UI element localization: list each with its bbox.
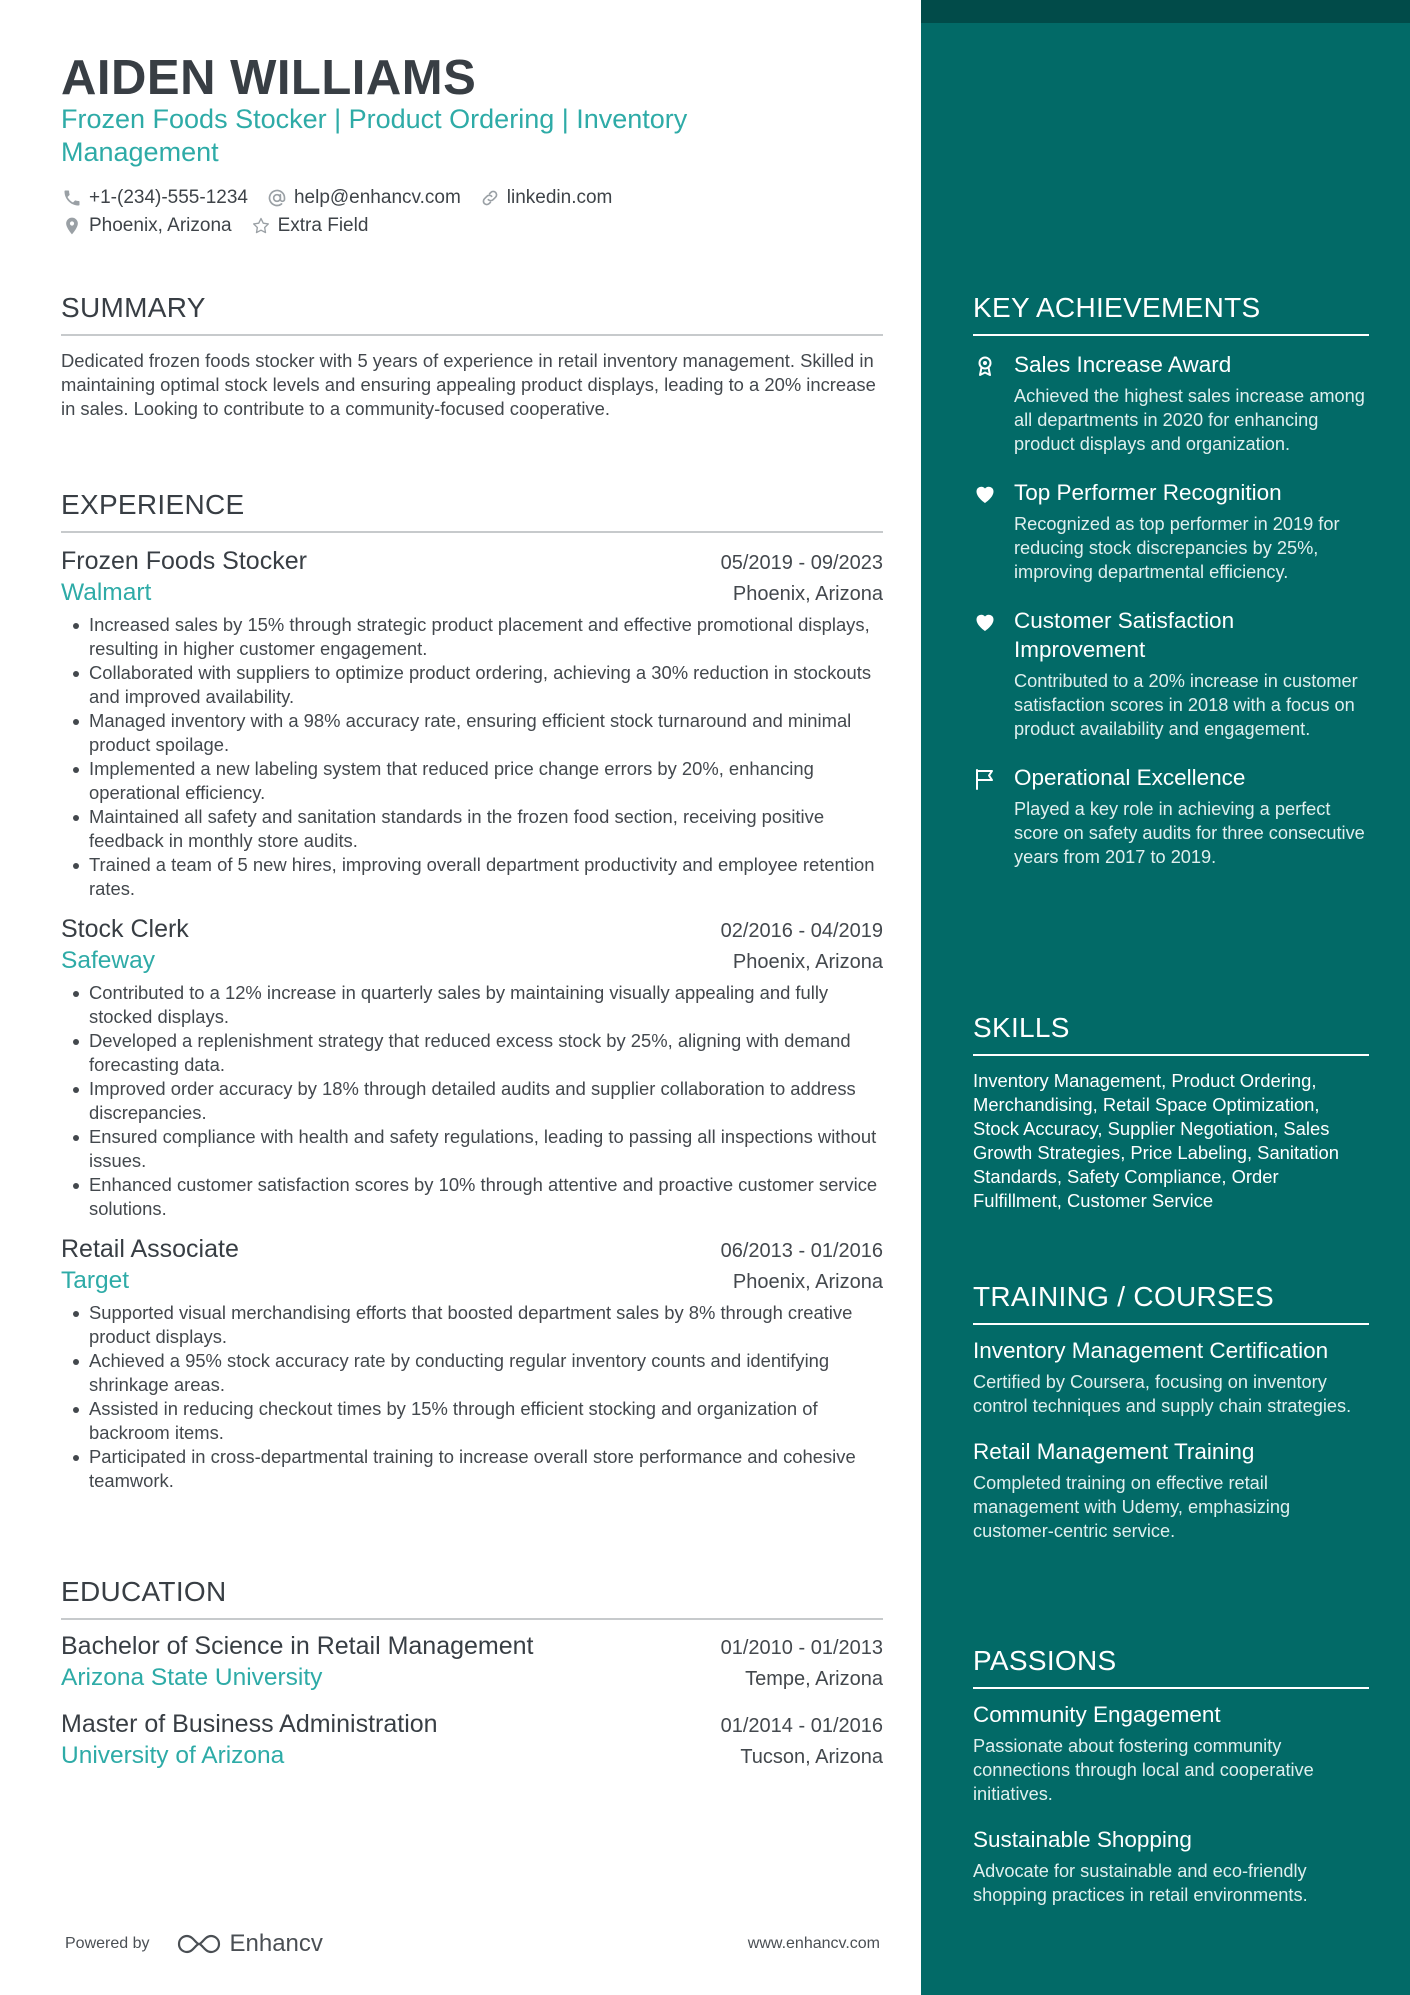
bullet-item: Increased sales by 15% through strategic product placement and effective promotional displays, resulting in higher customer engagement. <box>61 613 883 661</box>
candidate-name: AIDEN WILLIAMS <box>61 51 477 105</box>
degree-title: Bachelor of Science in Retail Management <box>61 1632 534 1660</box>
education-section <box>61 1575 883 1772</box>
award-icon <box>973 350 1003 456</box>
phone-icon <box>61 187 83 209</box>
bullet-item: Managed inventory with a 98% accuracy rate, ensuring efficient stock turnaround and minimal product spoilage. <box>61 709 883 757</box>
contact-extra <box>250 215 369 237</box>
achievement-desc: Played a key role in achieving a perfect score on safety audits for three consecutive years from 2017 to 2019. <box>1014 799 1365 867</box>
training-desc: Certified by Coursera, focusing on inventory control techniques and supply chain strategies. <box>973 1372 1352 1416</box>
link-icon <box>479 187 501 209</box>
summary-heading: SUMMARY <box>61 291 883 336</box>
achievement-title: Customer Satisfaction Improvement <box>1014 608 1235 662</box>
linkedin-text[interactable]: linkedin.com <box>506 186 613 208</box>
bullet-item: Maintained all safety and sanitation standards in the frozen food section, receiving positive feedback in monthly store audits. <box>61 805 883 853</box>
skills-heading: SKILLS <box>973 1011 1369 1056</box>
achievements-heading: KEY ACHIEVEMENTS <box>973 291 1369 336</box>
training-item <box>973 1438 1369 1543</box>
job-entry <box>61 913 883 1221</box>
education-entry <box>61 1708 883 1772</box>
heart-icon <box>973 478 1003 584</box>
email-text[interactable]: help@enhancv.com <box>293 186 461 208</box>
job-entry <box>61 1233 883 1493</box>
training-heading: TRAINING / COURSES <box>973 1280 1369 1325</box>
powered-by-label: Powered by <box>65 1935 150 1952</box>
job-location: Phoenix, Arizona <box>732 1271 883 1293</box>
summary-text: Dedicated frozen foods stocker with 5 years of experience in retail inventory management. Skilled in maintaining optimal stock levels and ensuring appealing product displays, leading to a 20% increase in sales. Looking to contribute to a community-focused cooperative. <box>61 350 876 419</box>
experience-section <box>61 488 883 1493</box>
job-bullets <box>61 981 883 1221</box>
achievement-title: Top Performer Recognition <box>1014 480 1282 505</box>
achievement-title: Sales Increase Award <box>1014 352 1232 377</box>
contact-info <box>61 184 841 240</box>
training-desc: Completed training on effective retail management with Udemy, emphasizing customer-centric service. <box>973 1473 1291 1541</box>
contact-email[interactable] <box>266 187 461 209</box>
job-company: Walmart <box>61 579 152 606</box>
job-title: Retail Associate <box>61 1235 239 1263</box>
bullet-item: Contributed to a 12% increase in quarterly sales by maintaining visually appealing and fully stocked displays. <box>61 981 883 1029</box>
brand-name: Enhancv <box>229 1930 323 1957</box>
contact-linkedin[interactable] <box>479 187 613 209</box>
bullet-item: Developed a replenishment strategy that reduced excess stock by 25%, aligning with demand forecasting data. <box>61 1029 883 1077</box>
at-sign-icon <box>266 187 288 209</box>
bullet-item: Trained a team of 5 new hires, improving overall department productivity and employee retention rates. <box>61 853 883 901</box>
passion-desc: Passionate about fostering community connections through local and cooperative initiatives. <box>973 1736 1314 1804</box>
skills-section <box>973 1011 1369 1213</box>
footer <box>65 1930 880 1958</box>
achievement-desc: Recognized as top performer in 2019 for reducing stock discrepancies by 25%, improving departmental efficiency. <box>1014 514 1340 582</box>
phone-text: +1-(234)-555-1234 <box>89 186 248 208</box>
school-name: University of Arizona <box>61 1742 285 1769</box>
location-text: Phoenix, Arizona <box>89 214 232 236</box>
achievement-desc: Achieved the highest sales increase among all departments in 2020 for enhancing product displays and organization. <box>1014 386 1365 454</box>
job-bullets <box>61 1301 883 1493</box>
education-dates: 01/2010 - 01/2013 <box>720 1637 883 1659</box>
sidebar-top-band <box>921 0 1410 23</box>
achievement-title: Operational Excellence <box>1014 765 1246 790</box>
training-title: Inventory Management Certification <box>973 1338 1329 1363</box>
achievement-item <box>973 350 1369 456</box>
training-item <box>973 1337 1369 1418</box>
education-dates: 01/2014 - 01/2016 <box>720 1715 883 1737</box>
job-bullets <box>61 613 883 901</box>
bullet-item: Assisted in reducing checkout times by 15% through efficient stocking and organization of backroom items. <box>61 1397 883 1445</box>
bullet-item: Implemented a new labeling system that reduced price change errors by 20%, enhancing operational efficiency. <box>61 757 883 805</box>
sidebar-column <box>921 0 1410 1995</box>
job-company: Target <box>61 1267 130 1294</box>
summary-section <box>61 291 883 421</box>
passion-item <box>973 1701 1369 1806</box>
education-entry <box>61 1630 883 1694</box>
job-dates: 05/2019 - 09/2023 <box>720 552 883 574</box>
contact-phone <box>61 187 248 209</box>
bullet-item: Ensured compliance with health and safety regulations, leading to passing all inspections without issues. <box>61 1125 883 1173</box>
bullet-item: Achieved a 95% stock accuracy rate by conducting regular inventory counts and identifying shrinkage areas. <box>61 1349 883 1397</box>
school-location: Tucson, Arizona <box>740 1746 883 1768</box>
job-company: Safeway <box>61 947 155 974</box>
job-title: Frozen Foods Stocker <box>61 547 307 575</box>
bullet-item: Collaborated with suppliers to optimize product ordering, achieving a 30% reduction in stockouts and improved availability. <box>61 661 883 709</box>
passions-section <box>973 1644 1369 1907</box>
achievement-desc: Contributed to a 20% increase in customer satisfaction scores in 2018 with a focus on product availability and engagement. <box>1014 671 1358 739</box>
skills-text: Inventory Management, Product Ordering, Merchandising, Retail Space Optimization, Stock Accuracy, Supplier Negotiation, Sales Growth Strategies, Price Labeling, Sanitation Standards, Safety Compliance, Order Fulfillment, Customer Service <box>973 1070 1339 1211</box>
passion-desc: Advocate for sustainable and eco-friendly shopping practices in retail environments. <box>973 1861 1308 1905</box>
job-dates: 02/2016 - 04/2019 <box>720 920 883 942</box>
achievements-section <box>973 291 1369 869</box>
extra-text: Extra Field <box>277 214 369 236</box>
location-pin-icon <box>61 215 83 237</box>
footer-website[interactable]: www.enhancv.com <box>747 1935 880 1952</box>
passions-heading: PASSIONS <box>973 1644 1369 1689</box>
flag-icon <box>973 763 1003 869</box>
training-title: Retail Management Training <box>973 1439 1255 1464</box>
bullet-item: Participated in cross-departmental training to increase overall store performance and cohesive teamwork. <box>61 1445 883 1493</box>
bullet-item: Improved order accuracy by 18% through detailed audits and supplier collaboration to address discrepancies. <box>61 1077 883 1125</box>
passion-title: Sustainable Shopping <box>973 1827 1192 1852</box>
job-location: Phoenix, Arizona <box>732 951 883 973</box>
achievement-item <box>973 763 1369 869</box>
contact-location <box>61 215 232 237</box>
training-section <box>973 1280 1369 1543</box>
education-heading: EDUCATION <box>61 1575 883 1620</box>
passion-title: Community Engagement <box>973 1702 1221 1727</box>
bullet-item: Supported visual merchandising efforts that boosted department sales by 8% through creative product displays. <box>61 1301 883 1349</box>
enhancv-logo-icon <box>176 1932 222 1956</box>
star-icon <box>250 215 272 237</box>
achievement-item <box>973 606 1369 741</box>
job-dates: 06/2013 - 01/2016 <box>720 1240 883 1262</box>
experience-heading: EXPERIENCE <box>61 488 883 533</box>
job-location: Phoenix, Arizona <box>732 583 883 605</box>
candidate-headline: Frozen Foods Stocker | Product Ordering | Inventory Management <box>61 104 688 167</box>
school-location: Tempe, Arizona <box>745 1668 883 1690</box>
passion-item <box>973 1826 1369 1907</box>
enhancv-logo[interactable] <box>176 1930 323 1958</box>
heart-icon <box>973 606 1003 741</box>
achievement-item <box>973 478 1369 584</box>
degree-title: Master of Business Administration <box>61 1710 438 1738</box>
bullet-item: Enhanced customer satisfaction scores by 10% through attentive and proactive customer service solutions. <box>61 1173 883 1221</box>
job-entry <box>61 545 883 901</box>
job-title: Stock Clerk <box>61 915 189 943</box>
school-name: Arizona State University <box>61 1664 323 1691</box>
